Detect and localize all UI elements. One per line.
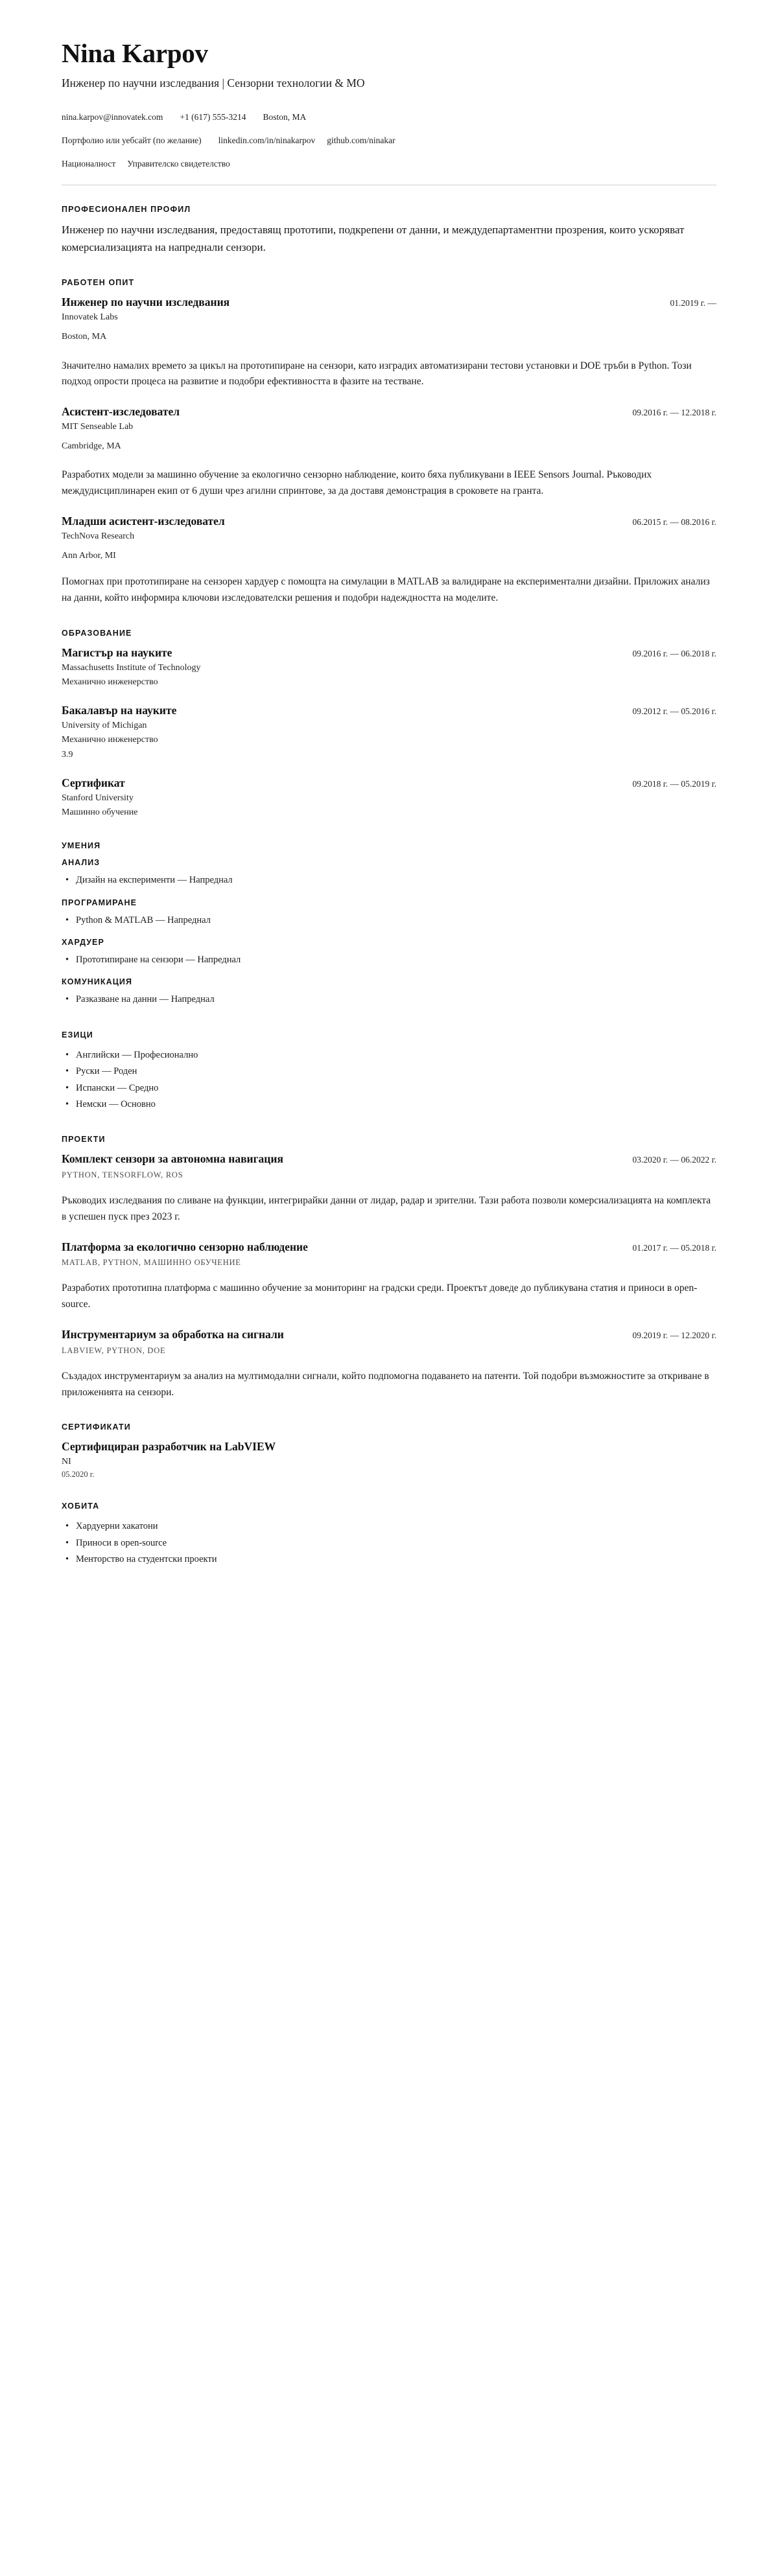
section-summary <box>62 205 716 256</box>
experience-job-title: Инженер по научни изследвания <box>62 296 230 309</box>
experience-job-title: Младши асистент-изследовател <box>62 515 225 528</box>
project-description: Разработих прототипна платформа с машинно обучение за мониторинг на градски среди. Проектът доведе до публикувана статия и приноси в open-source. <box>62 1282 698 1310</box>
experience-dates: 06.2015 г. — 08.2016 г. <box>632 517 716 528</box>
project-tech: LABVIEW, PYTHON, DOE <box>62 1345 166 1355</box>
language-item: • Испански — Средно <box>76 1080 716 1097</box>
experience-description: Помогнах при прототипиране на сензорен хардуер с помощта на симулации в MATLAB за валидиране на експериментални дизайни. Приложих анализ на данни, който информира ключови изследователски решения и подобри надеждността на моделите. <box>62 576 710 604</box>
skill-list <box>62 912 716 929</box>
location-text: Boston, MA <box>263 111 307 122</box>
contact-line-1 <box>62 111 716 124</box>
language-item: • Немски — Основно <box>76 1097 716 1113</box>
skill-item: • Прототипиране на сензори — Напреднал <box>76 952 716 968</box>
education-entry-header <box>62 703 716 718</box>
driving-license-label: Управителско свидетелство <box>127 159 230 169</box>
experience-entry <box>62 404 716 500</box>
hobby-list <box>62 1518 716 1568</box>
education-dates: 09.2012 г. — 05.2016 г. <box>632 706 716 717</box>
certificate-title: Сертифициран разработчик на LabVIEW <box>62 1440 276 1454</box>
hobby-item: • Менторство на студентски проекти <box>76 1551 716 1568</box>
project-description: Създадох инструментариум за анализ на мултимодални сигнали, който подпомогна подаването на патенти. Той подобри възможностите за откриване в приложенията на сензори. <box>62 1370 709 1398</box>
section-languages <box>62 1030 716 1113</box>
education-degree: Сертификат <box>62 776 125 789</box>
education-entry <box>62 776 716 819</box>
experience-description: Значително намалих времето за цикъл на прототипиране на сензори, като изградих автоматизирани тестови установки и DOE тръби в Python. Този подход опрости процеса на развитие и подобри ефективността в фазите на тестване. <box>62 360 692 388</box>
experience-job-title: Асистент-изследовател <box>62 405 180 419</box>
section-education <box>62 629 716 819</box>
resume-header <box>62 39 716 185</box>
experience-entry-header <box>62 295 716 310</box>
contact-line-2 <box>62 134 716 147</box>
education-entry <box>62 703 716 761</box>
education-field: Машинно обучение <box>62 807 138 817</box>
education-school: Stanford University <box>62 793 134 803</box>
section-certificates <box>62 1422 716 1479</box>
education-entry-header <box>62 645 716 660</box>
skill-group <box>62 898 716 929</box>
education-dates: 09.2018 г. — 05.2019 г. <box>632 778 716 789</box>
education-degree: Бакалавър на науките <box>62 704 177 717</box>
experience-entry-header <box>62 404 716 419</box>
project-tech: PYTHON, TENSORFLOW, ROS <box>62 1170 183 1180</box>
certificate-issuer: NI <box>62 1457 71 1467</box>
project-dates: 03.2020 г. — 06.2022 г. <box>632 1155 716 1165</box>
email-text[interactable]: nina.karpov@innovatek.com <box>62 111 163 122</box>
education-entry-header <box>62 776 716 791</box>
summary-text: Инженер по научни изследвания, предоставящ прототипи, подкрепени от данни, и междудепартаментни прозрения, които ускоряват комерсиализацията на напреднали сензори. <box>62 224 685 253</box>
education-school: University of Michigan <box>62 721 147 731</box>
hobby-item: • Хардуерни хакатони <box>76 1518 716 1535</box>
project-dates: 01.2017 г. — 05.2018 г. <box>632 1242 716 1253</box>
education-school: Massachusetts Institute of Technology <box>62 662 201 673</box>
experience-dates: 09.2016 г. — 12.2018 г. <box>632 408 716 418</box>
section-title-projects: ПРОЕКТИ <box>62 1135 106 1144</box>
section-skills <box>62 841 716 1008</box>
section-title-experience: РАБОТЕН ОПИТ <box>62 278 135 288</box>
experience-entry <box>62 295 716 390</box>
experience-entry <box>62 514 716 607</box>
section-projects <box>62 1135 716 1400</box>
experience-location: Ann Arbor, MI <box>62 551 116 561</box>
github-link[interactable]: github.com/ninakar <box>327 135 395 145</box>
section-title-summary: ПРОФЕСИОНАЛЕН ПРОФИЛ <box>62 205 191 215</box>
contact-line-3 <box>62 157 716 170</box>
experience-description: Разработих модели за машинно обучение за екологично сензорно наблюдение, които бяха публикувани в IEEE Sensors Journal. Ръководих междудисциплинарен екип от 6 души чрез агилни спринтове, за да доставя демонстрация в сроковете на гранта. <box>62 469 652 497</box>
education-dates: 09.2016 г. — 06.2018 г. <box>632 648 716 658</box>
skill-group <box>62 938 716 968</box>
project-description: Ръководих изследвания по сливане на функции, интегрирайки данни от лидар, радар и зрителни. Тази работа позволи комерсиализацията на комплекта в успешен пуск през 2023 г. <box>62 1195 711 1222</box>
project-entry <box>62 1240 716 1313</box>
candidate-name: Nina Karpov <box>62 38 208 68</box>
language-item: • Английски — Професионално <box>76 1047 716 1063</box>
skill-group-title: АНАЛИЗ <box>62 858 100 868</box>
hobby-item: • Приноси в open-source <box>76 1535 716 1551</box>
section-title-languages: ЕЗИЦИ <box>62 1030 93 1039</box>
experience-company: TechNova Research <box>62 531 135 541</box>
skill-list <box>62 872 716 888</box>
experience-location: Cambridge, MA <box>62 441 121 452</box>
skill-group <box>62 977 716 1008</box>
section-title-hobbies: ХОБИТА <box>62 1502 100 1511</box>
project-entry <box>62 1327 716 1400</box>
education-grade: 3.9 <box>62 749 73 760</box>
experience-dates: 01.2019 г. — <box>670 298 716 308</box>
skill-item: • Дизайн на експерименти — Напреднал <box>76 872 716 888</box>
skill-list <box>62 992 716 1008</box>
education-field: Механично инженерство <box>62 735 158 745</box>
experience-company: Innovatek Labs <box>62 312 118 322</box>
language-item: • Руски — Роден <box>76 1063 716 1080</box>
phone-text: +1 (617) 555-3214 <box>180 111 246 122</box>
skill-group <box>62 858 716 888</box>
education-degree: Магистър на науките <box>62 645 172 659</box>
project-title: Инструментариум за обработка на сигнали <box>62 1327 284 1341</box>
linkedin-link[interactable]: linkedin.com/in/ninakarpov <box>218 135 316 145</box>
skill-group-title: ХАРДУЕР <box>62 938 104 947</box>
portfolio-label: Портфолио или уебсайт (по желание) <box>62 135 202 145</box>
project-entry-header <box>62 1327 716 1342</box>
certificate-date: 05.2020 г. <box>62 1470 95 1479</box>
certificate-entry <box>62 1439 716 1479</box>
language-list <box>62 1047 716 1113</box>
experience-entry-header <box>62 514 716 529</box>
experience-company: MIT Senseable Lab <box>62 421 134 432</box>
skill-group-title: КОМУНИКАЦИЯ <box>62 977 132 987</box>
section-title-education: ОБРАЗОВАНИЕ <box>62 628 132 638</box>
education-field: Механично инженерство <box>62 677 158 688</box>
project-entry-header <box>62 1240 716 1255</box>
project-entry-header <box>62 1152 716 1166</box>
project-entry <box>62 1152 716 1225</box>
section-title-skills: УМЕНИЯ <box>62 841 101 851</box>
section-title-certificates: СЕРТИФИКАТИ <box>62 1422 131 1432</box>
project-title: Комплект сензори за автономна навигация <box>62 1152 283 1166</box>
project-dates: 09.2019 г. — 12.2020 г. <box>632 1330 716 1340</box>
skill-list <box>62 952 716 968</box>
skill-group-title: ПРОГРАМИРАНЕ <box>62 898 137 907</box>
section-experience <box>62 278 716 607</box>
skill-item: • Разказване на данни — Напреднал <box>76 992 716 1008</box>
education-entry <box>62 645 716 689</box>
project-title: Платформа за екологично сензорно наблюдение <box>62 1240 308 1253</box>
section-hobbies <box>62 1502 716 1568</box>
candidate-headline: Инженер по научни изследвания | Сензорни технологии & МО <box>62 76 365 90</box>
project-tech: MATLAB, PYTHON, МАШИННО ОБУЧЕНИЕ <box>62 1258 241 1268</box>
skill-item: • Python & MATLAB — Напреднал <box>76 912 716 929</box>
experience-location: Boston, MA <box>62 332 107 342</box>
nationality-label: Националност <box>62 159 116 169</box>
